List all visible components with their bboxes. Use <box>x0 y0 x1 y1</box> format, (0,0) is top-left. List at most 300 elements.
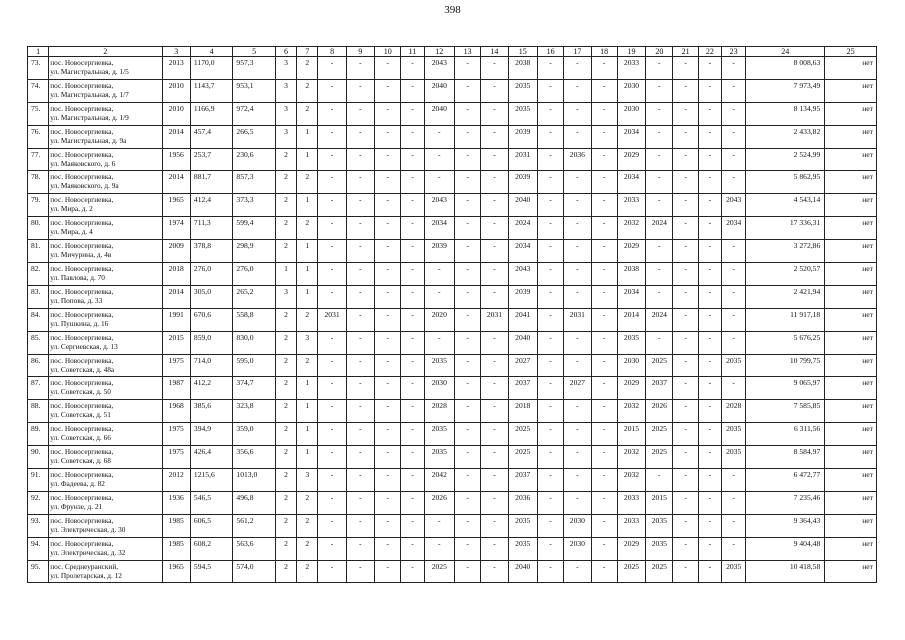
cell-col-5: 230,6 <box>233 148 276 171</box>
cell-col-24: 9 404,48 <box>746 537 825 560</box>
cell-col-14: - <box>481 217 508 240</box>
cell-col-20: 2025 <box>646 560 673 583</box>
cell-col-17: - <box>564 331 591 354</box>
cell-col-23: - <box>722 240 746 263</box>
cell-col-13: - <box>454 57 480 80</box>
row-number: 73. <box>28 57 49 80</box>
cell-col-18: - <box>591 125 617 148</box>
cell-col-19: 2029 <box>617 537 645 560</box>
address-cell <box>49 331 162 354</box>
cell-col-8: - <box>318 537 346 560</box>
column-number-17: 17 <box>564 47 591 57</box>
row-number: 90. <box>28 446 49 469</box>
cell-col-18: - <box>591 423 617 446</box>
cell-col-22: - <box>698 491 721 514</box>
cell-col-21: - <box>673 285 698 308</box>
cell-col-6: 2 <box>275 171 296 194</box>
cell-col-24: 7 973,49 <box>746 79 825 102</box>
cell-col-15: 2027 <box>508 354 537 377</box>
column-number-15: 15 <box>508 47 537 57</box>
column-number-header-row <box>28 47 877 57</box>
cell-col-14: - <box>481 79 508 102</box>
cell-col-24: 9 364,43 <box>746 514 825 537</box>
cell-col-5: 563,6 <box>233 537 276 560</box>
row-number: 89. <box>28 423 49 446</box>
row-number: 83. <box>28 285 49 308</box>
cell-col-4: 606,5 <box>190 514 233 537</box>
cell-col-9: - <box>346 491 374 514</box>
cell-col-10: - <box>375 217 401 240</box>
cell-col-20: 2024 <box>646 217 673 240</box>
cell-col-11: - <box>401 377 424 400</box>
cell-col-23: 2035 <box>722 423 746 446</box>
cell-col-21: - <box>673 377 698 400</box>
row-number: 93. <box>28 514 49 537</box>
cell-col-9: - <box>346 423 374 446</box>
cell-col-14: - <box>481 102 508 125</box>
cell-col-5: 830,0 <box>233 331 276 354</box>
cell-col-25: нет <box>825 560 877 583</box>
address-settlement: пос. Новосергиевка, <box>50 492 114 502</box>
cell-col-19: 2033 <box>617 57 645 80</box>
cell-col-13: - <box>454 102 480 125</box>
cell-col-20: - <box>646 263 673 286</box>
cell-col-9: - <box>346 194 374 217</box>
cell-col-7: 1 <box>297 423 318 446</box>
cell-col-6: 2 <box>275 354 296 377</box>
cell-col-16: - <box>537 148 563 171</box>
cell-col-22: - <box>698 125 721 148</box>
table-row <box>28 217 877 240</box>
cell-col-22: - <box>698 446 721 469</box>
cell-col-3: 2013 <box>162 57 190 80</box>
cell-col-18: - <box>591 469 617 492</box>
cell-col-13: - <box>454 446 480 469</box>
address-cell <box>49 102 162 125</box>
cell-col-5: 266,5 <box>233 125 276 148</box>
cell-col-12: 2043 <box>424 57 454 80</box>
cell-col-15: 2035 <box>508 514 537 537</box>
cell-col-17: - <box>564 102 591 125</box>
cell-col-25: нет <box>825 57 877 80</box>
cell-col-15: 2034 <box>508 240 537 263</box>
cell-col-11: - <box>401 102 424 125</box>
address-street: ул. Мичурина, д. 4в <box>50 250 112 260</box>
cell-col-11: - <box>401 537 424 560</box>
table-row <box>28 57 877 80</box>
cell-col-24: 7 235,46 <box>746 491 825 514</box>
column-number-22: 22 <box>698 47 721 57</box>
cell-col-10: - <box>375 469 401 492</box>
cell-col-13: - <box>454 171 480 194</box>
cell-col-13: - <box>454 148 480 171</box>
cell-col-3: 2014 <box>162 171 190 194</box>
cell-col-22: - <box>698 148 721 171</box>
cell-col-3: 1965 <box>162 560 190 583</box>
cell-col-19: 2025 <box>617 560 645 583</box>
cell-col-22: - <box>698 102 721 125</box>
address-settlement: пос. Новосергиевка, <box>50 80 114 90</box>
address-street: ул. Советская, д. 68 <box>50 456 111 466</box>
cell-col-8: - <box>318 79 346 102</box>
cell-col-10: - <box>375 377 401 400</box>
cell-col-10: - <box>375 354 401 377</box>
cell-col-12: 2035 <box>424 423 454 446</box>
cell-col-10: - <box>375 308 401 331</box>
cell-col-15: 2040 <box>508 331 537 354</box>
cell-col-12: 2025 <box>424 560 454 583</box>
cell-col-24: 7 585,85 <box>746 400 825 423</box>
cell-col-15: 2025 <box>508 446 537 469</box>
cell-col-16: - <box>537 469 563 492</box>
address-street: ул. Электрическая, д. 30 <box>50 524 126 534</box>
cell-col-7: 2 <box>297 537 318 560</box>
cell-col-13: - <box>454 240 480 263</box>
cell-col-19: 2014 <box>617 308 645 331</box>
cell-col-15: 2040 <box>508 560 537 583</box>
column-number-23: 23 <box>722 47 746 57</box>
cell-col-11: - <box>401 79 424 102</box>
cell-col-5: 374,7 <box>233 377 276 400</box>
cell-col-15: 2039 <box>508 171 537 194</box>
address-street: ул. Попова, д. 33 <box>50 295 103 305</box>
cell-col-15: 2031 <box>508 148 537 171</box>
cell-col-16: - <box>537 171 563 194</box>
address-street: ул. Мира, д. 2 <box>50 204 93 214</box>
cell-col-13: - <box>454 194 480 217</box>
row-number: 74. <box>28 79 49 102</box>
cell-col-19: 2033 <box>617 194 645 217</box>
cell-col-11: - <box>401 308 424 331</box>
cell-col-17: - <box>564 57 591 80</box>
cell-col-14: - <box>481 491 508 514</box>
cell-col-25: нет <box>825 514 877 537</box>
address-settlement: пос. Новосергиевка, <box>50 103 114 113</box>
cell-col-8: - <box>318 240 346 263</box>
row-number: 80. <box>28 217 49 240</box>
cell-col-7: 3 <box>297 469 318 492</box>
cell-col-21: - <box>673 194 698 217</box>
cell-col-16: - <box>537 423 563 446</box>
cell-col-19: 2029 <box>617 240 645 263</box>
cell-col-17: 2030 <box>564 537 591 560</box>
cell-col-24: 4 543,14 <box>746 194 825 217</box>
row-number: 85. <box>28 331 49 354</box>
address-settlement: пос. Новосергиевка, <box>50 401 114 411</box>
cell-col-16: - <box>537 560 563 583</box>
cell-col-16: - <box>537 57 563 80</box>
cell-col-15: 2039 <box>508 285 537 308</box>
cell-col-18: - <box>591 354 617 377</box>
cell-col-23: - <box>722 491 746 514</box>
cell-col-20: - <box>646 57 673 80</box>
cell-col-11: - <box>401 491 424 514</box>
cell-col-3: 1974 <box>162 217 190 240</box>
cell-col-12: - <box>424 263 454 286</box>
cell-col-9: - <box>346 537 374 560</box>
cell-col-13: - <box>454 491 480 514</box>
column-number-24: 24 <box>746 47 825 57</box>
cell-col-15: 2040 <box>508 194 537 217</box>
cell-col-20: - <box>646 79 673 102</box>
cell-col-17: 2030 <box>564 514 591 537</box>
cell-col-23: - <box>722 285 746 308</box>
cell-col-24: 11 917,18 <box>746 308 825 331</box>
cell-col-11: - <box>401 331 424 354</box>
cell-col-24: 10 799,75 <box>746 354 825 377</box>
cell-col-13: - <box>454 514 480 537</box>
cell-col-25: нет <box>825 79 877 102</box>
cell-col-21: - <box>673 560 698 583</box>
column-number-4: 4 <box>190 47 233 57</box>
cell-col-14: 2031 <box>481 308 508 331</box>
cell-col-9: - <box>346 285 374 308</box>
column-number-13: 13 <box>454 47 480 57</box>
cell-col-6: 3 <box>275 125 296 148</box>
cell-col-14: - <box>481 537 508 560</box>
cell-col-10: - <box>375 537 401 560</box>
address-street: ул. Советская, д. 51 <box>50 410 111 420</box>
cell-col-10: - <box>375 263 401 286</box>
cell-col-12: 2039 <box>424 240 454 263</box>
cell-col-10: - <box>375 446 401 469</box>
cell-col-9: - <box>346 469 374 492</box>
column-number-25: 25 <box>825 47 877 57</box>
cell-col-22: - <box>698 469 721 492</box>
cell-col-24: 8 584,97 <box>746 446 825 469</box>
cell-col-18: - <box>591 102 617 125</box>
cell-col-25: нет <box>825 537 877 560</box>
cell-col-3: 2009 <box>162 240 190 263</box>
cell-col-15: 2036 <box>508 491 537 514</box>
column-number-5: 5 <box>233 47 276 57</box>
cell-col-11: - <box>401 125 424 148</box>
cell-col-5: 972,4 <box>233 102 276 125</box>
column-number-12: 12 <box>424 47 454 57</box>
cell-col-8: - <box>318 514 346 537</box>
cell-col-3: 2012 <box>162 469 190 492</box>
address-cell <box>49 194 162 217</box>
cell-col-20: 2037 <box>646 377 673 400</box>
cell-col-13: - <box>454 331 480 354</box>
cell-col-8: - <box>318 469 346 492</box>
cell-col-25: нет <box>825 102 877 125</box>
cell-col-25: нет <box>825 469 877 492</box>
cell-col-6: 2 <box>275 194 296 217</box>
cell-col-14: - <box>481 423 508 446</box>
cell-col-20: - <box>646 469 673 492</box>
cell-col-6: 2 <box>275 308 296 331</box>
cell-col-4: 859,0 <box>190 331 233 354</box>
cell-col-7: 1 <box>297 446 318 469</box>
cell-col-19: 2032 <box>617 400 645 423</box>
cell-col-13: - <box>454 263 480 286</box>
cell-col-7: 2 <box>297 217 318 240</box>
cell-col-24: 9 065,97 <box>746 377 825 400</box>
cell-col-14: - <box>481 469 508 492</box>
cell-col-18: - <box>591 514 617 537</box>
cell-col-3: 1965 <box>162 194 190 217</box>
cell-col-25: нет <box>825 125 877 148</box>
cell-col-16: - <box>537 285 563 308</box>
cell-col-13: - <box>454 469 480 492</box>
cell-col-24: 2 421,94 <box>746 285 825 308</box>
cell-col-7: 2 <box>297 491 318 514</box>
cell-col-8: - <box>318 400 346 423</box>
cell-col-18: - <box>591 308 617 331</box>
cell-col-4: 670,6 <box>190 308 233 331</box>
cell-col-4: 412,2 <box>190 377 233 400</box>
cell-col-14: - <box>481 514 508 537</box>
table-row <box>28 423 877 446</box>
cell-col-8: - <box>318 194 346 217</box>
cell-col-6: 2 <box>275 148 296 171</box>
cell-col-14: - <box>481 377 508 400</box>
cell-col-24: 2 520,57 <box>746 263 825 286</box>
cell-col-10: - <box>375 171 401 194</box>
cell-col-25: нет <box>825 240 877 263</box>
row-number: 92. <box>28 491 49 514</box>
address-settlement: пос. Новосергиевка, <box>50 538 114 548</box>
address-settlement: пос. Новосергиевка, <box>50 126 114 136</box>
cell-col-23: - <box>722 469 746 492</box>
address-cell <box>49 240 162 263</box>
cell-col-20: - <box>646 240 673 263</box>
table-row <box>28 331 877 354</box>
cell-col-16: - <box>537 125 563 148</box>
cell-col-15: 2037 <box>508 469 537 492</box>
cell-col-8: - <box>318 446 346 469</box>
address-street: ул. Пролетарская, д. 12 <box>50 570 122 580</box>
cell-col-12: - <box>424 171 454 194</box>
address-cell <box>49 125 162 148</box>
cell-col-17: - <box>564 560 591 583</box>
cell-col-21: - <box>673 308 698 331</box>
cell-col-10: - <box>375 148 401 171</box>
cell-col-22: - <box>698 308 721 331</box>
cell-col-10: - <box>375 240 401 263</box>
cell-col-23: 2035 <box>722 446 746 469</box>
address-street: ул. Магистральная, д. 1/5 <box>50 67 129 76</box>
cell-col-17: - <box>564 217 591 240</box>
cell-col-8: - <box>318 560 346 583</box>
cell-col-21: - <box>673 423 698 446</box>
cell-col-21: - <box>673 514 698 537</box>
table-row <box>28 308 877 331</box>
cell-col-5: 356,6 <box>233 446 276 469</box>
cell-col-6: 2 <box>275 331 296 354</box>
cell-col-6: 2 <box>275 377 296 400</box>
cell-col-11: - <box>401 171 424 194</box>
cell-col-25: нет <box>825 354 877 377</box>
cell-col-11: - <box>401 148 424 171</box>
row-number: 79. <box>28 194 49 217</box>
cell-col-11: - <box>401 57 424 80</box>
cell-col-21: - <box>673 446 698 469</box>
cell-col-4: 412,4 <box>190 194 233 217</box>
address-street: ул. Мира, д. 4 <box>50 227 93 237</box>
cell-col-20: - <box>646 148 673 171</box>
cell-col-7: 2 <box>297 514 318 537</box>
cell-col-22: - <box>698 514 721 537</box>
cell-col-6: 2 <box>275 217 296 240</box>
cell-col-6: 2 <box>275 491 296 514</box>
cell-col-13: - <box>454 308 480 331</box>
cell-col-19: 2030 <box>617 102 645 125</box>
cell-col-3: 2014 <box>162 285 190 308</box>
cell-col-14: - <box>481 171 508 194</box>
cell-col-24: 5 862,95 <box>746 171 825 194</box>
row-number: 91. <box>28 469 49 492</box>
cell-col-16: - <box>537 400 563 423</box>
cell-col-9: - <box>346 560 374 583</box>
cell-col-14: - <box>481 446 508 469</box>
column-number-19: 19 <box>617 47 645 57</box>
cell-col-3: 1991 <box>162 308 190 331</box>
address-cell <box>49 79 162 102</box>
cell-col-22: - <box>698 263 721 286</box>
address-settlement: пос. Новосергиевка, <box>50 149 114 159</box>
cell-col-13: - <box>454 125 480 148</box>
cell-col-4: 457,4 <box>190 125 233 148</box>
cell-col-3: 1936 <box>162 491 190 514</box>
cell-col-19: 2032 <box>617 446 645 469</box>
cell-col-10: - <box>375 423 401 446</box>
cell-col-23: - <box>722 79 746 102</box>
cell-col-10: - <box>375 79 401 102</box>
cell-col-19: 2034 <box>617 125 645 148</box>
cell-col-16: - <box>537 217 563 240</box>
cell-col-20: - <box>646 331 673 354</box>
cell-col-4: 378,8 <box>190 240 233 263</box>
cell-col-15: 2024 <box>508 217 537 240</box>
cell-col-25: нет <box>825 400 877 423</box>
column-number-14: 14 <box>481 47 508 57</box>
cell-col-21: - <box>673 263 698 286</box>
cell-col-5: 359,0 <box>233 423 276 446</box>
column-number-18: 18 <box>591 47 617 57</box>
cell-col-9: - <box>346 102 374 125</box>
cell-col-18: - <box>591 537 617 560</box>
cell-col-7: 1 <box>297 194 318 217</box>
cell-col-16: - <box>537 263 563 286</box>
cell-col-12: - <box>424 125 454 148</box>
cell-col-13: - <box>454 537 480 560</box>
cell-col-8: - <box>318 125 346 148</box>
cell-col-9: - <box>346 354 374 377</box>
cell-col-4: 385,6 <box>190 400 233 423</box>
cell-col-25: нет <box>825 446 877 469</box>
cell-col-21: - <box>673 240 698 263</box>
cell-col-10: - <box>375 400 401 423</box>
cell-col-13: - <box>454 285 480 308</box>
cell-col-18: - <box>591 446 617 469</box>
cell-col-22: - <box>698 57 721 80</box>
cell-col-13: - <box>454 400 480 423</box>
address-settlement: пос. Новосергиевка, <box>50 447 114 457</box>
cell-col-19: 2033 <box>617 491 645 514</box>
cell-col-5: 599,4 <box>233 217 276 240</box>
cell-col-16: - <box>537 377 563 400</box>
cell-col-21: - <box>673 217 698 240</box>
cell-col-25: нет <box>825 285 877 308</box>
cell-col-24: 2 433,82 <box>746 125 825 148</box>
cell-col-5: 298,9 <box>233 240 276 263</box>
cell-col-9: - <box>346 400 374 423</box>
cell-col-19: 2035 <box>617 331 645 354</box>
cell-col-18: - <box>591 263 617 286</box>
address-settlement: пос. Новосергиевка, <box>50 424 114 434</box>
